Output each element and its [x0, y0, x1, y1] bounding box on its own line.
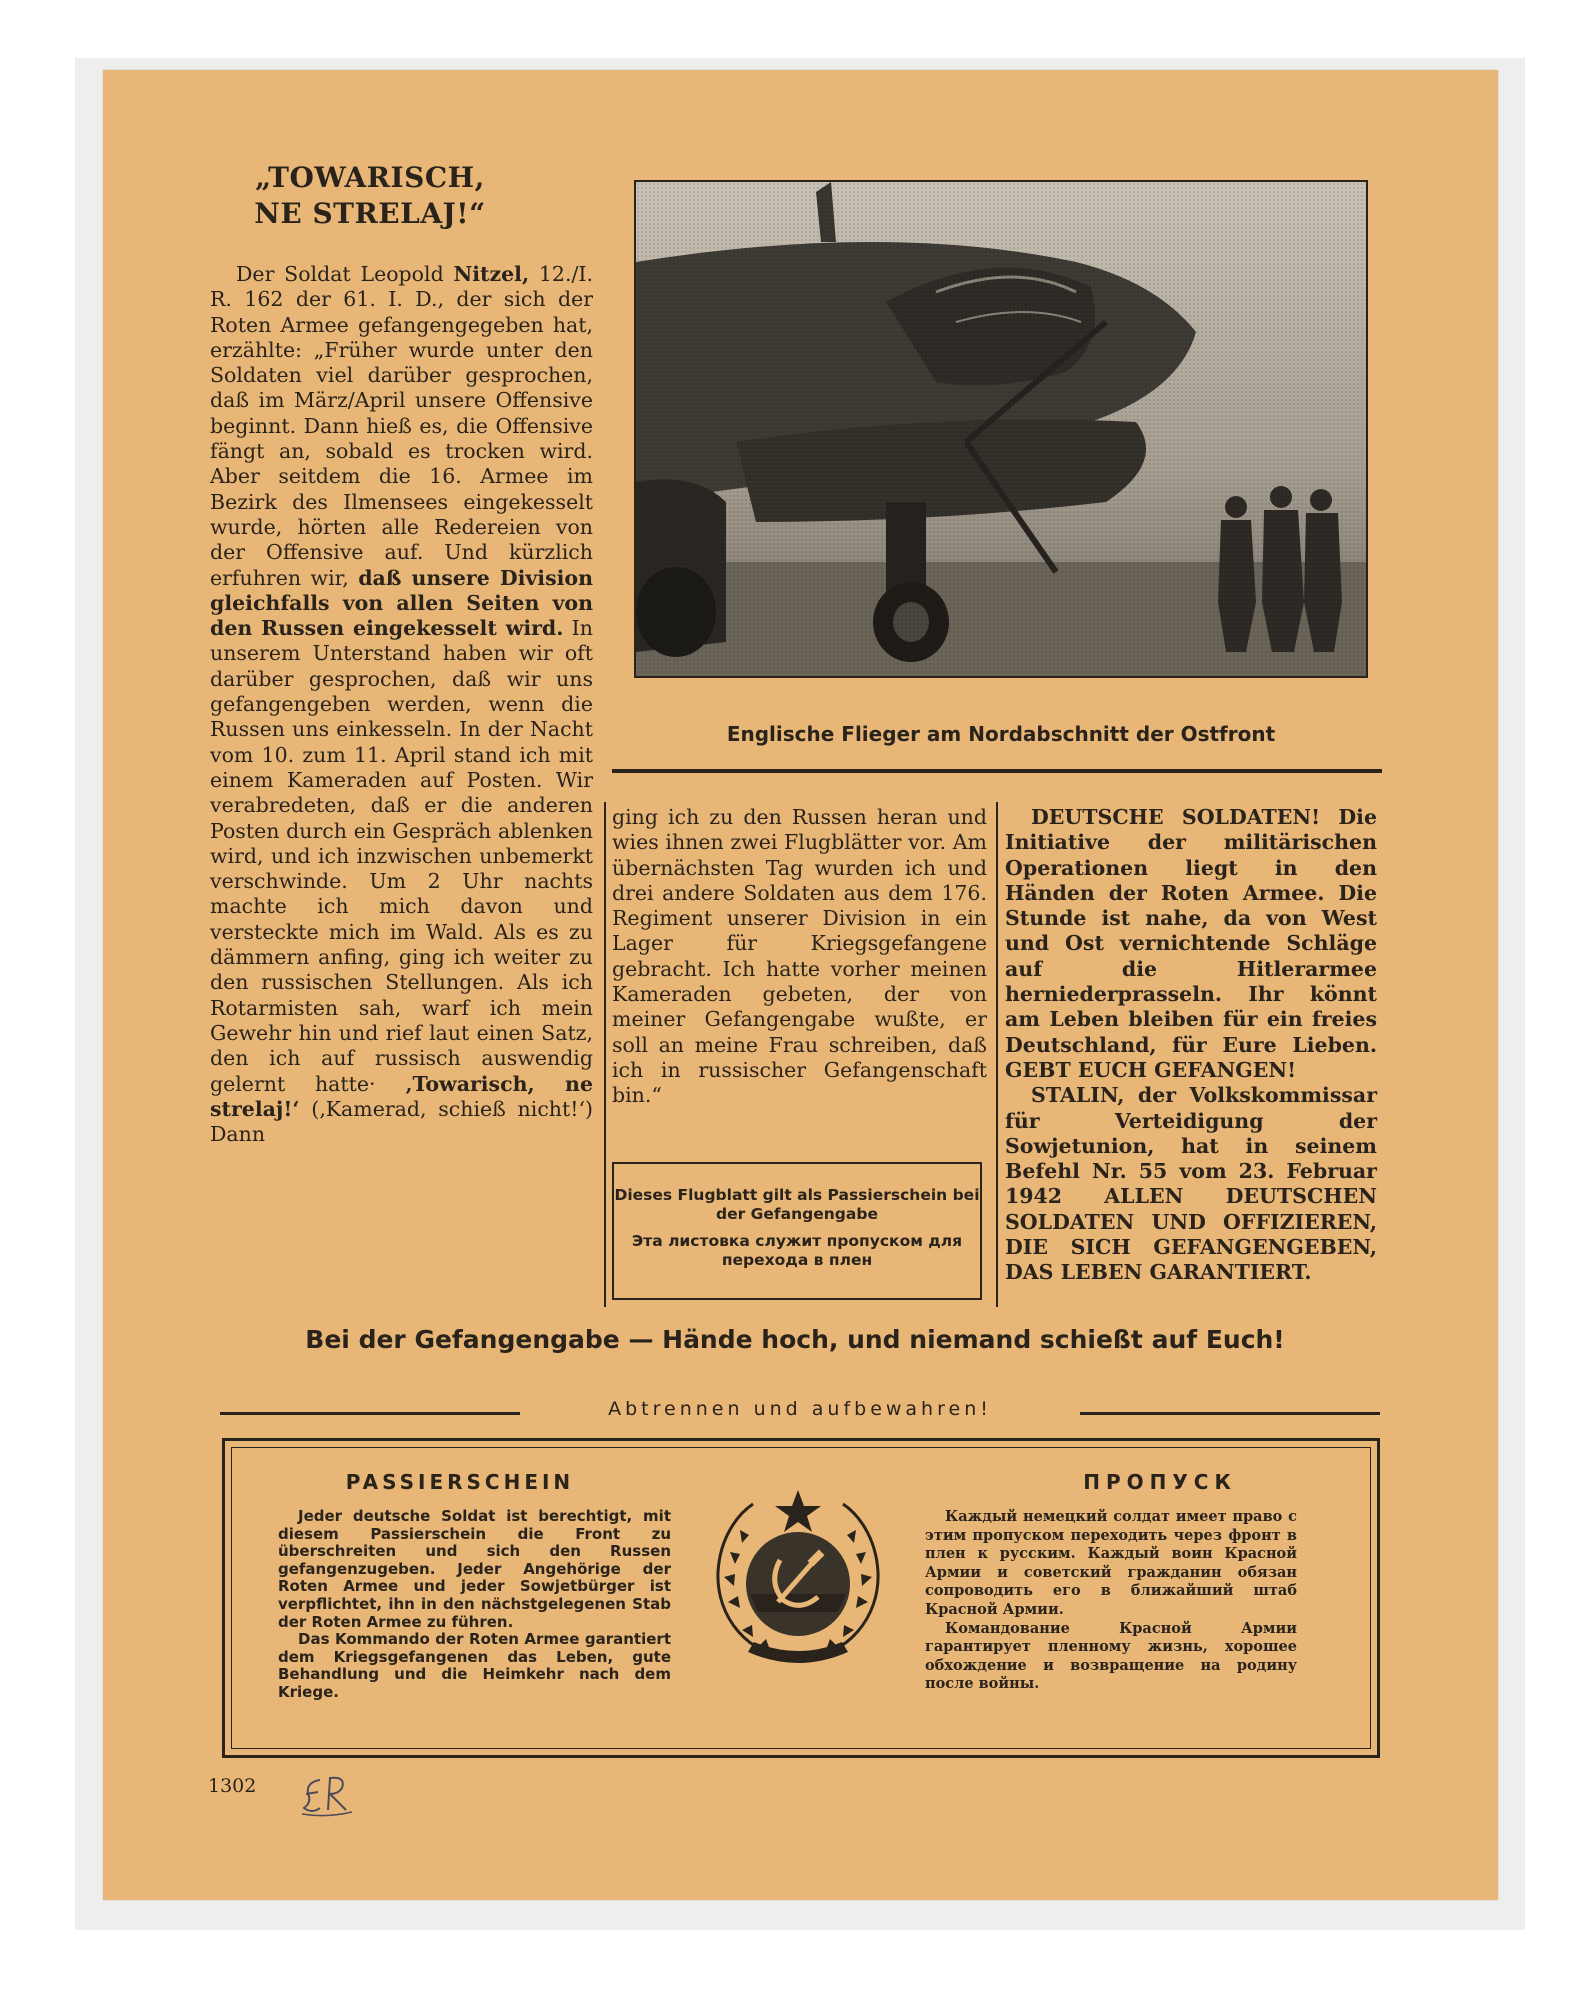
article-column-1 — [210, 262, 593, 1147]
column-divider — [996, 802, 998, 1307]
surrender-slogan: Bei der Gefangengabe — Hände hoch, und niemand schießt auf Euch! — [305, 1325, 1285, 1354]
title-line-1: „TOWARISCH, — [255, 161, 485, 194]
passierschein-text-german — [278, 1508, 671, 1702]
passnote-russian: Эта листовка служит пропуском для перехода в плен — [631, 1232, 963, 1269]
propusk-title: ПРОПУСК — [1083, 1470, 1237, 1494]
handwritten-initials — [298, 1770, 358, 1820]
aircraft-photo — [634, 180, 1368, 678]
russian-phrase: ‚Towarisch, ne strelaj!‘ — [210, 1071, 593, 1121]
article-title — [180, 160, 560, 232]
bold-statement: daß unsere Division gleichfalls von allen Seiten von den Russen eingekesselt wird. — [210, 565, 594, 641]
article-column-2 — [612, 805, 987, 1109]
column-divider — [604, 802, 606, 1307]
appeal-column — [1005, 805, 1377, 1286]
text-run: 12./I. R. 162 der 61. I. D., der sich der Roten Armee gefangengegeben hat, erzählte: „Früher wurde unter den Soldaten viel darüber gesprochen, daß im März/April unsere Offensive beginnt. Dann hieß es, die Offensive fängt an, sobald es trocken wird. Aber seitdem die 16. Armee im Bezirk des Ilmensees eingekesselt wurde, hörten alle Redereien von der Offensive auf. Und kürzlich erfuhren wir, — [210, 262, 593, 590]
pass-paragraph: Das Kommando der Roten Armee garantiert dem Kriegsgefangenen das Leben, gute Behandlung und die Heimkehr nach dem Kriege. — [278, 1630, 671, 1701]
cut-line — [220, 1398, 1380, 1428]
soldier-name: Nitzel, — [453, 262, 530, 286]
article-paragraph: ging ich zu den Russen heran und wies ihnen zwei Flugblätter vor. Am übernächsten Tag wurden ich und drei andere Soldaten aus dem 176. Regiment unserer Division in ein Lager für Kriegsgefangene gebracht. Ich hatte vorher meinen Kameraden gebeten, der von meiner Gefangengabe wußte, er soll an meine Frau schreiben, daß ich in russischer Gefangenschaft bin.“ — [612, 805, 987, 1108]
article-paragraph — [210, 262, 593, 1147]
appeal-paragraph-1: DEUTSCHE SOLDATEN! Die Initiative der militärischen Operationen liegt in den Händen der Roten Armee. Die Stunde ist nahe, da von West und Ost vernichtende Schläge auf die Hitlerarmee herniederprasseln. Ihr könnt am Leben bleiben für ein freies Deutschland, für Eure Lieben. GEBT EUCH GEFANGEN! — [1005, 805, 1377, 1082]
text-run: (‚Kamerad, schieß nicht!‘) Dann — [210, 1096, 593, 1147]
appeal-paragraph-2: STALIN, der Volkskommissar für Verteidigung der Sowjetunion, hat in seinem Befehl Nr. 55 vom 23. Februar 1942 ALLEN DEUTSCHEN SOLDATEN UND OFFIZIEREN, DIE SICH GEFANGENGEBEN, DAS LEBEN GARANTIERT. — [1005, 1083, 1377, 1285]
text-run: In unserem Unterstand haben wir oft darüber gesprochen, daß wir uns gefangengeben werden, wenn die Russen uns einkesseln. In der Nacht vom 10. zum 11. April stand ich mit einem Kameraden auf Posten. Wir verabredeten, daß er die anderen Posten durch ein Gespräch ablenken wird, und ich inzwischen unbemerkt verschwinde. Um 2 Uhr nachts machte ich mich davon und versteckte mich im Wald. Als es zu dämmern anfing, ging ich weiter zu den russischen Stellungen. Als ich Rotarmisten sah, warf ich mein Gewehr hin und rief laut einen Satz, den ich auf russisch auswendig gelernt hatte· — [210, 616, 593, 1096]
horizontal-divider — [612, 769, 1382, 773]
photo-caption: Englische Flieger am Nordabschnitt der Ostfront — [726, 722, 1276, 746]
propusk-text-russian — [925, 1508, 1297, 1694]
soviet-emblem-icon — [708, 1482, 888, 1677]
aircraft-image — [636, 182, 1366, 676]
passierschein-title: PASSIERSCHEIN — [345, 1470, 575, 1494]
leaflet-number: 1302 — [208, 1775, 257, 1797]
cut-instruction: Abtrennen und aufbewahren! — [608, 1398, 992, 1420]
pass-paragraph: Командование Красной Армии гарантирует пленному жизнь, хорошее обхождение и возвращение на родину после войны. — [925, 1619, 1297, 1693]
pass-paragraph: Jeder deutsche Soldat ist berechtigt, mit diesem Passierschein die Front zu überschreiten und sich den Russen gefangenzugeben. Jeder Angehörige der Roten Armee und jeder Sowjetbürger ist verpflichtet, ihn in den nächstgelegenen Stab der Roten Armee zu führen. — [278, 1507, 671, 1631]
passierschein-note — [612, 1162, 982, 1300]
text-run: Der Soldat Leopold — [236, 262, 454, 286]
title-line-2: NE STRELAJ!“ — [254, 197, 486, 230]
passnote-german: Dieses Flugblatt gilt als Passierschein bei der Gefangengabe — [614, 1186, 980, 1223]
pass-paragraph: Каждый немецкий солдат имеет право с этим пропуском переходить через фронт в плен к русским. Каждый воин Красной Армии и советский гражданин обязан сопроводить его в ближайший штаб Красной Армии. — [925, 1508, 1297, 1618]
